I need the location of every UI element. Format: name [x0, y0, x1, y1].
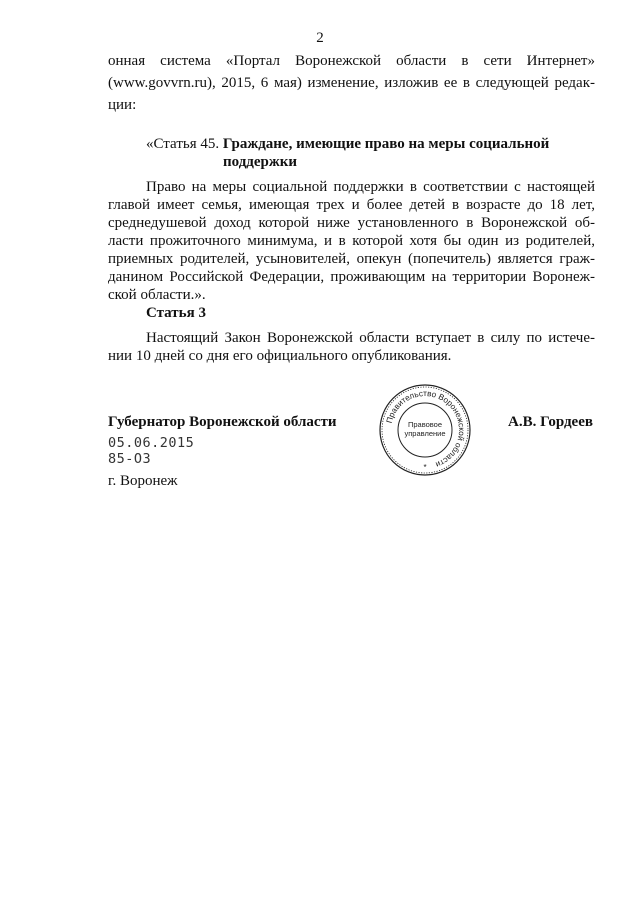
article45-body-line-5: приемных родителей, усыновителей, опекун (попечитель) является граж-	[108, 251, 595, 267]
stamp-ring-text: Правительство Воронежской области	[384, 388, 467, 470]
intro-line-1: онная система «Портал Воронежской области в сети Интернет»	[108, 53, 595, 69]
article45-prefix: «Статья 45.	[146, 136, 220, 152]
stamp-star: *	[423, 463, 427, 472]
article3-heading: Статья 3	[146, 305, 206, 321]
signature-position: Губернатор Воронежской области	[108, 414, 337, 430]
article45-body-line-2: главой имеет семья, имеющая трех и более детей в возрасте до 18 лет,	[108, 197, 595, 213]
article45-body-line-3: среднедушевой доход которой ниже установленного в Воронежской об-	[108, 215, 595, 231]
stamp-center-line-2: управление	[404, 429, 446, 438]
article45-heading	[146, 135, 549, 153]
article45-title-cont: поддержки	[223, 154, 298, 170]
signature-number: 85-ОЗ	[108, 451, 152, 467]
article45-body-line-4: ласти прожиточного минимума, и в которой хотя бы один из родителей,	[108, 233, 595, 249]
signature-city: г. Воронеж	[108, 473, 178, 489]
article45-body-line-1: Право на меры социальной поддержки в соответствии с настоящей	[146, 179, 595, 195]
article3-body-line-1: Настоящий Закон Воронежской области вступает в силу по истече-	[146, 330, 595, 346]
signature-name: А.В. Гордеев	[508, 414, 593, 430]
signature-date: 05.06.2015	[108, 435, 195, 451]
article3-body-line-2: нии 10 дней со дня его официального опубликования.	[108, 348, 452, 364]
intro-line-2: (www.govvrn.ru), 2015, 6 мая) изменение, изложив ее в следующей редак-	[108, 75, 595, 91]
intro-line-3: ции:	[108, 97, 137, 113]
stamp-center-line-1: Правовое	[407, 420, 443, 429]
official-stamp	[378, 383, 472, 477]
page-number: 2	[316, 30, 324, 46]
article45-title: Граждане, имеющие право на меры социальной	[222, 136, 550, 152]
article45-body-line-6: данином Российской Федерации, проживающим на территории Воронеж-	[108, 269, 595, 285]
article45-body-line-7: ской области.».	[108, 287, 206, 303]
